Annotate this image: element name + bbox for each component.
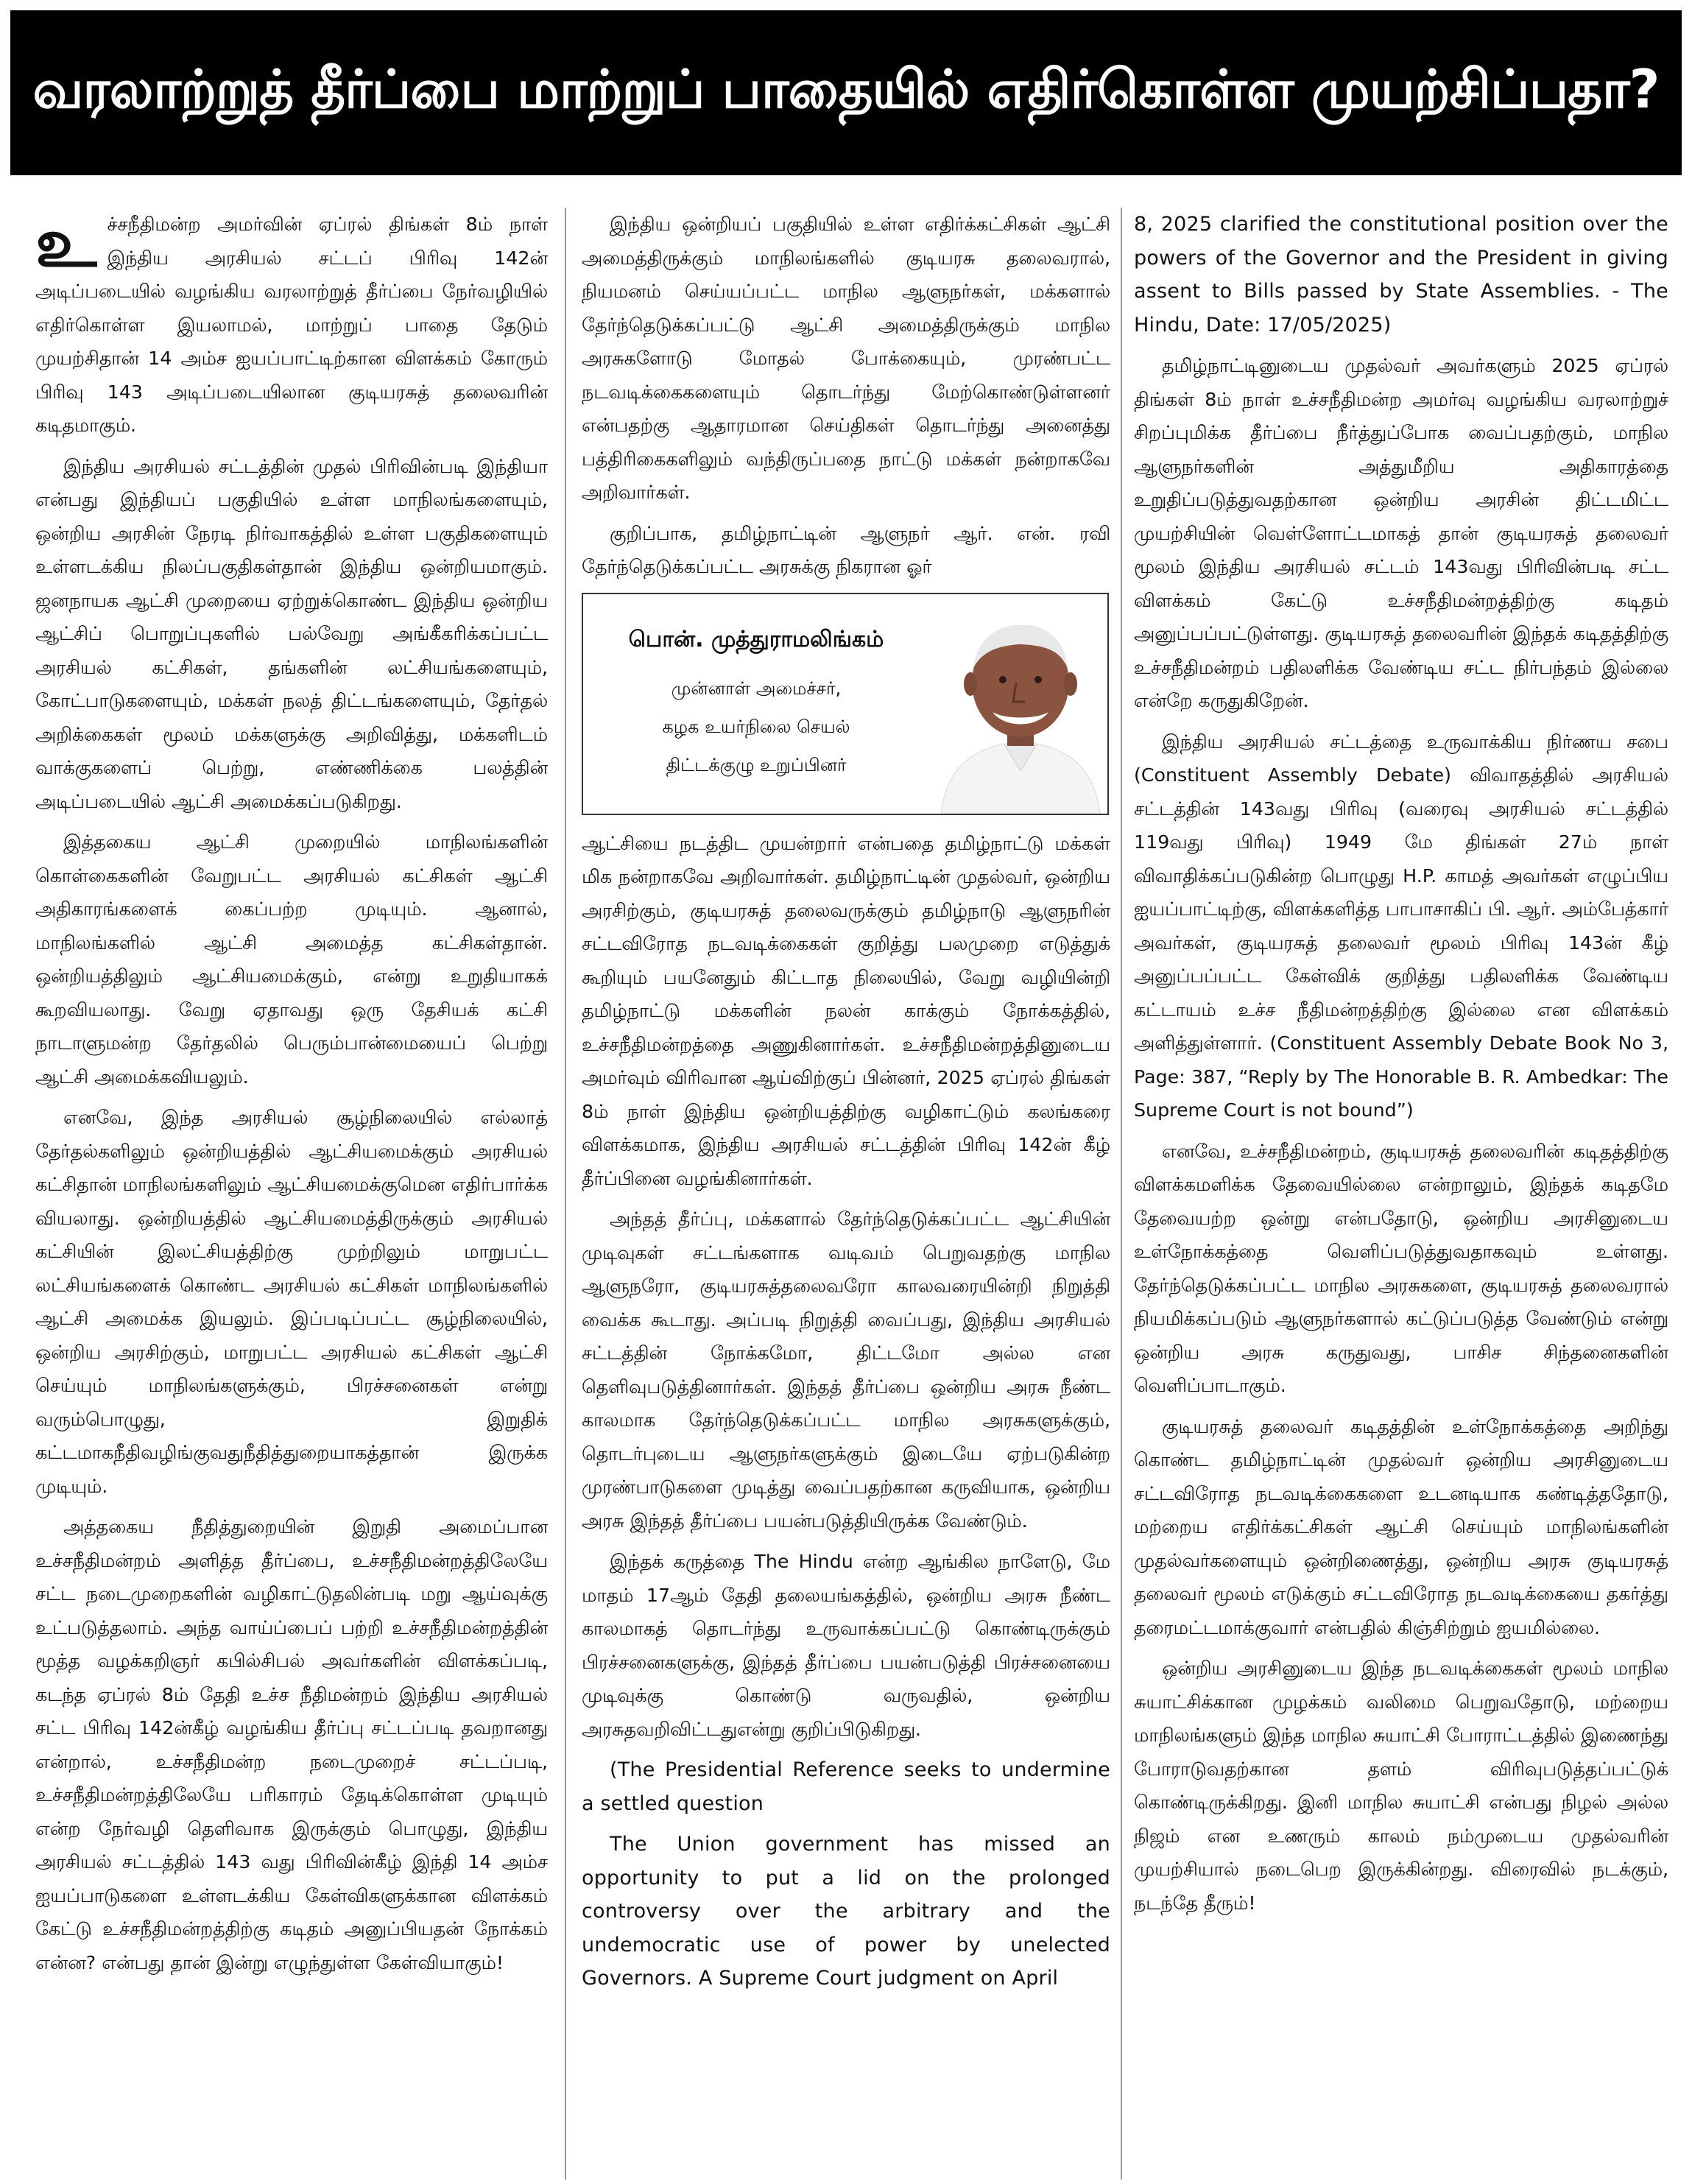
article-paragraph: எனவே, இந்த அரசியல் சூழ்நிலையில் எல்லாத் தேர்தல்களிலும் ஒன்றியத்தில் ஆட்சியமைக்கும் அரசியல் கட்சிதான் மாநிலங்களிலும் ஆட்சியமைக்குமென எதிர்பார்க்க வியலாது. ஒன்றியத்தில் ஆட்சியமைத்திருக்கும் அரசியல் கட்சியின் இலட்சியத்திற்கு முற்றிலும் மாறுபட்ட லட்சியங்களைக் கொண்ட அரசியல் கட்சிகள் மாநிலங்களில் ஆட்சி அமைக்க இயலும். இப்படிப்பட்ட சூழ்நிலையில், ஒன்றிய அரசிற்கும், மாறுபட்ட அரசியல் கட்சிகள் ஆட்சி செய்யும் மாநிலங்களுக்கும், பிரச்சனைகள் என்று வரும்பொழுது, இறுதிக் கட்டமாகநீதிவழிங்குவதுநீதித்துறையாகத்தான் இருக்க முடியும். [35, 1107, 548, 1497]
author-byline-box [582, 593, 1109, 815]
author-designation: முன்னாள் அமைச்சர், [671, 677, 842, 699]
article-column-1 [35, 208, 548, 2181]
article-paragraph: அந்தத் தீர்ப்பு, மக்களால் தேர்ந்தெடுக்கப்பட்ட ஆட்சியின் முடிவுகள் சட்டங்களாக வடிவம் பெறுவதற்கு மாநில ஆளுநரோ, குடியரசுத்தலைவரோ காலவரையின்றி நிறுத்தி வைக்க கூடாது. அப்படி நிறுத்தி வைப்பது, இந்திய அரசியல் சட்டத்தின் நோக்கமோ, திட்டமோ அல்ல என தெளிவுபடுத்தினார்கள். இந்தத் தீர்ப்பை ஒன்றிய அரசு நீண்ட காலமாக தேர்ந்தெடுக்கப்பட்ட மாநில அரசுகளுக்கும், தொடர்புடைய ஆளுநர்களுக்கும் இடையே ஏற்படுகின்ற முரண்பாடுகளை முடித்து வைப்பதற்கான கருவியாக, ஒன்றிய அரசு இந்தத் தீர்ப்பை பயன்படுத்தியிருக்க வேண்டும். [582, 1208, 1110, 1532]
english-quote-heading: (The Presidential Reference seeks to undermine a settled question [582, 1758, 1110, 1815]
headline: வரலாற்றுத் தீர்ப்பை மாற்றுப் பாதையில் எதிர்கொள்ள முயற்சிப்பதா? [10, 10, 1682, 175]
article-paragraph: எனவே, உச்சநீதிமன்றம், குடியரசுத் தலைவரின் கடிதத்திற்கு விளக்கமளிக்க தேவையில்லை என்றாலும், இந்தக் கடிதமே தேவையற்ற ஒன்று என்பதோடு, ஒன்றிய அரசினுடைய உள்நோக்கத்தை வெளிப்படுத்துவதாகவும் உள்ளது. தேர்ந்தெடுக்கப்பட்ட மாநில அரசுகளை, குடியரசுத் தலைவரால் நியமிக்கப்படும் ஆளுநர்களால் கட்டுப்படுத்த வேண்டும் என்று ஒன்றிய அரசு கருதுவது, பாசிச சிந்தனைகளின் வெளிப்பாடாகும். [1134, 1140, 1668, 1396]
author-designation: திட்டக்குழு உறுப்பினர் [666, 754, 847, 775]
english-quote: The Union government has missed an opportunity to put a lid on the prolonged controversy over the arbitrary and the undemocratic use of power by unelected Governors. A Supreme Court judgment on April [582, 1833, 1110, 1990]
article-paragraph: இந்தக் கருத்தை The Hindu என்ற ஆங்கில நாளேடு, மே மாதம் 17ஆம் தேதி தலையங்கத்தில், ஒன்றிய அரசு நீண்ட காலமாகத் தொடர்ந்து உருவாக்கப்பட்டு கொண்டிருக்கும் பிரச்சனைகளுக்கு, இந்தத் தீர்ப்பை பயன்படுத்தி பிரச்சனையை முடிவுக்கு கொண்டு வருவதில், ஒன்றிய அரசுதவறிவிட்டதுஎன்று குறிப்பிடுகிறது. [582, 1551, 1110, 1740]
article-paragraph: தமிழ்நாட்டினுடைய முதல்வர் அவர்களும் 2025 ஏப்ரல் திங்கள் 8ம் நாள் உச்சநீதிமன்ற அமர்வு வழங்கிய வரலாற்றுச் சிறப்புமிக்க தீர்ப்பை நீர்த்துப்போக வைப்பதற்கும், மாநில ஆளுநர்களின் அத்துமீறிய அதிகாரத்தை உறுதிப்படுத்துவதற்கான ஒன்றிய அரசின் திட்டமிட்ட முயற்சியின் வெள்ளோட்டமாகத் தான் குடியரசுத் தலைவர் மூலம் இந்திய அரசியல் சட்டம் 143வது பிரிவின்படி சட்ட விளக்கம் கேட்டு உச்சநீதிமன்றத்திற்கு கடிதம் அனுப்பப்பட்டுள்ளது. குடியரசுத் தலைவரின் இந்தக் கடிதத்திற்கு உச்சநீதிமன்றம் பதிலளிக்க வேண்டிய சட்ட நிர்பந்தம் இல்லை என்றே கருதுகிறேன். [1134, 355, 1668, 711]
article-paragraph: இந்திய அரசியல் சட்டத்தின் முதல் பிரிவின்படி இந்தியா என்பது இந்தியப் பகுதியில் உள்ள மாநிலங்களையும், ஒன்றிய அரசின் நேரடி நிர்வாகத்தில் உள்ள பகுதிகளையும் உள்ளடக்கிய நிலப்பகுதிகள்தான் இந்திய ஒன்றியமாகும். ஜனநாயக ஆட்சி முறையை ஏற்றுக்கொண்ட இந்திய ஒன்றிய ஆட்சிப் பொறுப்புகளில் பல்வேறு அங்கீகரிக்கப்பட்ட அரசியல் கட்சிகள், தங்களின் லட்சியங்களையும், கோட்பாடுகளையும், மக்கள் நலத் திட்டங்களையும், தேர்தல் அறிக்கைகள் மூலம் மக்களுக்கு அறிவித்து, மக்களிடம் வாக்குகளைப் பெற்று, எண்ணிக்கை பலத்தின் அடிப்படையில் ஆட்சி அமைக்கப்படுகிறது. [35, 455, 548, 812]
article-paragraph: ஆட்சியை நடத்திட முயன்றார் என்பதை தமிழ்நாட்டு மக்கள் மிக நன்றாகவே அறிவார்கள். தமிழ்நாட்டின் முதல்வர், ஒன்றிய அரசிற்கும், குடியரசுத் தலைவருக்கும் தமிழ்நாடு ஆளுநரின் சட்டவிரோத நடவடிக்கைகள் குறித்து பலமுறை எடுத்துக் கூறியும் பயனேதும் கிட்டாத நிலையில், வேறு வழியின்றி தமிழ்நாட்டு மக்களின் நலன் காக்கும் நோக்கத்தில், உச்சநீதிமன்றத்தை அணுகினார்கள். உச்சநீதிமன்றத்தினுடைய அமர்வும் விரிவான ஆய்விற்குப் பின்னர், 2025 ஏப்ரல் திங்கள் 8ம் நாள் இந்திய ஒன்றியத்திற்கு வழிகாட்டும் கலங்கரை விளக்கமாக, இந்திய அரசியல் சட்டத்தின் பிரிவு 142ன் கீழ் தீர்ப்பினை வழங்கினார்கள். [582, 832, 1110, 1189]
article-paragraph: அத்தகைய நீதித்துறையின் இறுதி அமைப்பான உச்சநீதிமன்றம் அளித்த தீர்ப்பை, உச்சநீதிமன்றத்திலேயே சட்ட நடைமுறைகளின் வழிகாட்டுதலின்படி மறு ஆய்வுக்கு உட்படுத்தலாம். அந்த வாய்ப்பைப் பற்றி உச்சநீதிமன்றத்தின் மூத்த வழக்கறிஞர் கபில்சிபல் அவர்களின் விளக்கப்படி, கடந்த ஏப்ரல் 8ம் தேதி உச்ச நீதிமன்றம் இந்திய அரசியல் சட்ட பிரிவு 142ன்கீழ் வழங்கிய தீர்ப்பு சட்டப்படி தவறானது என்றால், உச்சநீதிமன்ற நடைமுறைச் சட்டப்படி, உச்சநீதிமன்றத்திலேயே பரிகாரம் தேடிக்கொள்ள முடியும் என்ற நேர்வழி தெளிவாக இருக்கும் பொழுது, இந்திய அரசியல் சட்டத்தில் 143 வது பிரிவின்கீழ் இந்தி 14 அம்ச ஐயப்பாடுகளை உள்ளடக்கிய கேள்விகளுக்கான விளக்கம் கேட்டு உச்சநீதிமன்றத்திற்கு கடிதம் அனுப்பியதன் நோக்கம் என்ன? என்பது தான் இன்று எழுந்துள்ள கேள்வியாகும்! [35, 1516, 548, 1973]
article-column-3 [1134, 208, 1668, 2181]
english-quote: 8, 2025 clarified the constitutional position over the powers of the Governor and the President in giving assent to Bills passed by State Assemblies. - The Hindu, Date: 17/05/2025) [1134, 213, 1668, 337]
article-paragraph: ஒன்றிய அரசினுடைய இந்த நடவடிக்கைகள் மூலம் மாநில சுயாட்சிக்கான முழக்கம் வலிமை பெறுவதோடு, மற்றைய மாநிலங்களும் இந்த மாநில சுயாட்சி போராட்டத்தில் இணைந்து போராடுவதற்கான தளம் விரிவுபடுத்தப்பட்டுக் கொண்டிருக்கிறது. இனி மாநில சுயாட்சி என்பது நிழல் அல்ல நிஜம் என உணரும் காலம் நம்முடைய முதல்வரின் முயற்சியால் நடைபெற இருக்கின்றது. விரைவில் நடக்கும், நடந்தே தீரும்! [1134, 1658, 1668, 1914]
author-photo [934, 594, 1107, 814]
article-paragraph: குடியரசுத் தலைவர் கடிதத்தின் உள்நோக்கத்தை அறிந்து கொண்ட தமிழ்நாட்டின் முதல்வர் ஒன்றிய அரசினுடைய சட்டவிரோத நடவடிக்கைகளை உடனடியாக கண்டித்ததோடு, மற்றைய எதிர்க்கட்சிகள் ஆட்சி செய்யும் மாநிலங்களின் முதல்வர்களையும் ஒன்றிணைத்து, ஒன்றிய அரசு குடியரசுத் தலைவர் மூலம் எடுக்கும் சட்டவிரோத நடவடிக்கையை தகர்த்து தரைமட்டமாக்குவார் என்பதில் கிஞ்சிற்றும் ஐயமில்லை. [1134, 1415, 1668, 1638]
article-column-2 [582, 208, 1110, 2181]
article-paragraph: இத்தகைய ஆட்சி முறையில் மாநிலங்களின் கொள்கைகளின் வேறுபட்ட அரசியல் கட்சிகள் ஆட்சி அதிகாரங்களைக் கைப்பற்ற முடியும். ஆனால், மாநிலங்களில் ஆட்சி அமைத்த கட்சிகள்தான். ஒன்றியத்திலும் ஆட்சியமைக்கும், என்று உறுதியாகக் கூறவியலாது. வேறு ஏதாவது ஒரு தேசியக் கட்சி நாடாளுமன்ற தேர்தலில் பெரும்பான்மையைப் பெற்று ஆட்சி அமைக்கவியலும். [35, 831, 548, 1088]
author-byline [583, 594, 929, 814]
paragraph-text: ச்சநீதிமன்ற அமர்வின் ஏப்ரல் திங்கள் 8ம் நாள் இந்திய அரசியல் சட்டப் பிரிவு 142ன் அடிப்படையில் வழங்கிய வரலாற்றுத் தீர்ப்பை நேர்வழியில் எதிர்கொள்ள இயலாமல், மாற்றுப் பாதை தேடும் முயற்சிதான் 14 அம்ச ஐயப்பாட்டிற்கான விளக்கம் கோரும் பிரிவு 143 அடிப்படையிலான குடியரசுத் தலைவரின் கடிதமாகும். [35, 214, 548, 436]
article-paragraph: இந்திய ஒன்றியப் பகுதியில் உள்ள எதிர்க்கட்சிகள் ஆட்சி அமைத்திருக்கும் மாநிலங்களில் குடியரசு தலைவரால், நியமனம் செய்யப்பட்ட மாநில ஆளுநர்கள், மக்களால் தேர்ந்தெடுக்கப்பட்டு ஆட்சி அமைத்திருக்கும் மாநில அரசுகளோடு மோதல் போக்கையும், முரண்பட்ட நடவடிக்கைகளையும் தொடர்ந்து மேற்கொண்டுள்ளனர் என்பதற்கு ஆதாரமான செய்திகள் தொடர்ந்து அனைத்து பத்திரிகைகளிலும் வந்திருப்பதை நாட்டு மக்கள் நன்றாகவே அறிவார்கள். [582, 214, 1110, 503]
column-divider [565, 208, 566, 2180]
author-name: பொன். முத்துராமலிங்கம் [628, 626, 884, 652]
drop-cap: உ [35, 208, 97, 282]
article-paragraph: இந்திய அரசியல் சட்டத்தை உருவாக்கிய நிர்ணய சபை (Constituent Assembly Debate) விவாதத்தில் அரசியல் சட்டத்தின் 143வது பிரிவு (வரைவு அரசியல் சட்டத்தில் 119வது பிரிவு) 1949 மே திங்கள் 27ம் நாள் விவாதிக்கப்படுகின்ற பொழுது H.P. காமத் அவர்கள் எழுப்பிய ஐயப்பாட்டிற்கு, விளக்களித்த பாபாசாகிப் பி. ஆர். அம்பேத்கார் அவர்கள், குடியரசுத் தலைவர் மூலம் பிரிவு 143ன் கீழ் அனுப்பப்பட்ட கேள்விக் குறித்து பதிலளிக்க வேண்டிய கட்டாயம் உச்ச நீதிமன்றத்திற்கு இல்லை என விளக்கம் அளித்துள்ளார். (Constituent Assembly Debate Book No 3, Page: 387, “Reply by The Honorable B. R. Ambedkar: The Supreme Court is not bound”) [1134, 730, 1668, 1121]
author-designation: கழக உயர்நிலை செயல் [662, 716, 850, 737]
article-paragraph [35, 208, 548, 443]
article-paragraph: குறிப்பாக, தமிழ்நாட்டின் ஆளுநர் ஆர். என். ரவி தேர்ந்தெடுக்கப்பட்ட அரசுக்கு நிகரான ஓர் [582, 522, 1110, 577]
column-divider [1121, 208, 1122, 2180]
